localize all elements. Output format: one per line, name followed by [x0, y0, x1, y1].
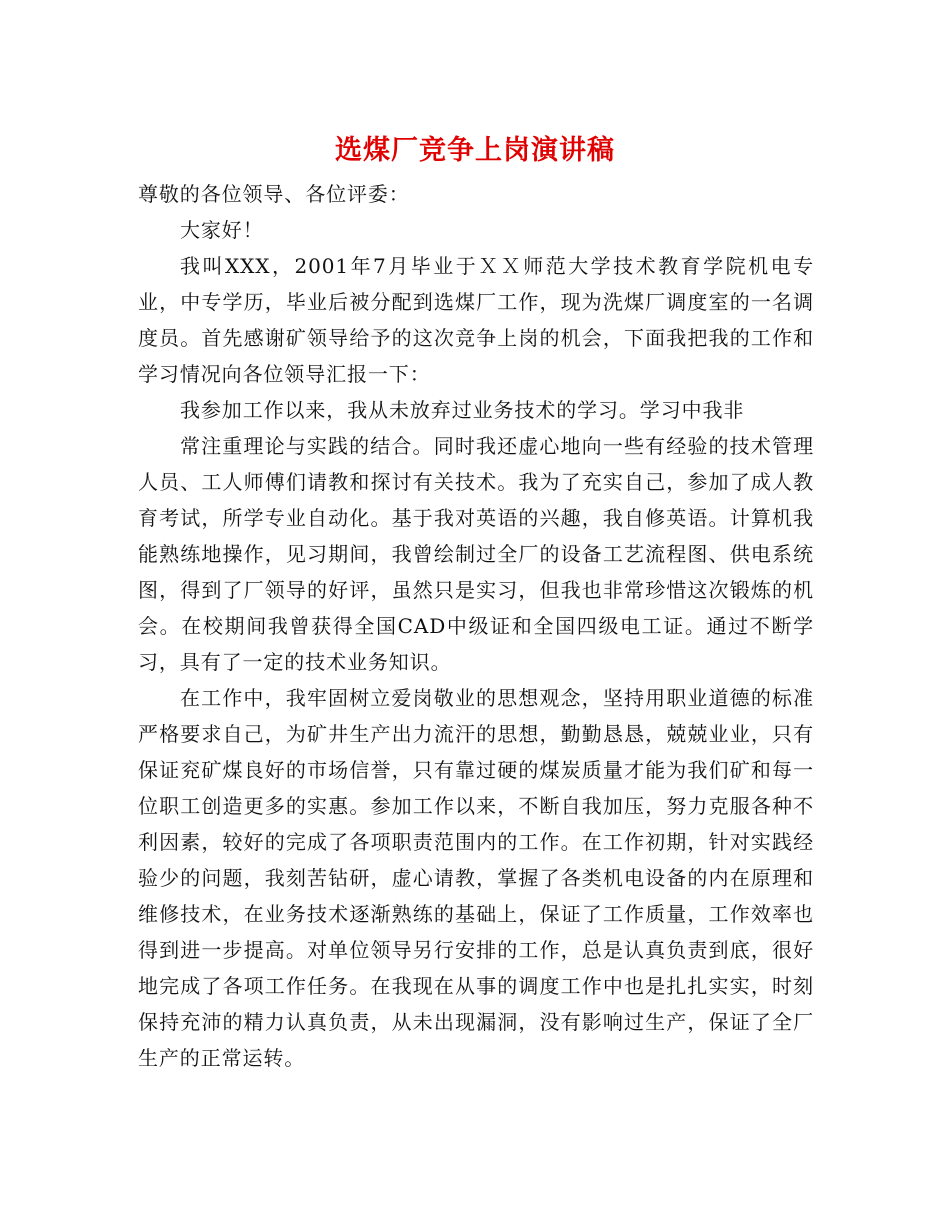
- paragraph-introduction: 我叫XXX，2001年7月毕业于ＸＸ师范大学技术教育学院机电专业，中专学历，毕业后被分配到选煤厂工作，现为洗煤厂调度室的一名调度员。首先感谢矿领导给予的这次竞争上岗的机会，下面我把我的工作和学习情况向各位领导汇报一下：: [138, 254, 814, 386]
- salutation: 尊敬的各位领导、各位评委：: [138, 182, 410, 206]
- document-body: [138, 176, 814, 1076]
- document-title: 选煤厂竞争上岗演讲稿: [335, 135, 615, 166]
- paragraph-study-continued: 常注重理论与实践的结合。同时我还虚心地向一些有经验的技术管理人员、工人师傅们请教和探讨有关技术。我为了充实自己，参加了成人教育考试，所学专业自动化。基于我对英语的兴趣，我自修英语。计算机我能熟练地操作，见习期间，我曾绘制过全厂的设备工艺流程图、供电系统图，得到了厂领导的好评，虽然只是实习，但我也非常珍惜这次锻炼的机会。在校期间我曾获得全国CAD中级证和全国四级电工证。通过不断学习，具有了一定的技术业务知识。: [138, 434, 814, 674]
- paragraph-work: 在工作中，我牢固树立爱岗敬业的思想观念，坚持用职业道德的标准严格要求自己，为矿井生产出力流汗的思想，勤勤恳恳，兢兢业业，只有保证兖矿煤良好的市场信誉，只有靠过硬的煤炭质量才能为我们矿和每一位职工创造更多的实惠。参加工作以来，不断自我加压，努力克服各种不利因素，较好的完成了各项职责范围内的工作。在工作初期，针对实践经验少的问题，我刻苦钻研，虚心请教，掌握了各类机电设备的内在原理和维修技术，在业务技术逐渐熟练的基础上，保证了工作质量，工作效率也得到进一步提高。对单位领导另行安排的工作，总是认真负责到底，很好地完成了各项工作任务。在我现在从事的调度工作中也是扎扎实实，时刻保持充沛的精力认真负责，从未出现漏洞，没有影响过生产，保证了全厂生产的正常运转。: [138, 686, 814, 1070]
- paragraph-study-start: 我参加工作以来，我从未放弃过业务技术的学习。学习中我非: [180, 398, 745, 422]
- paragraph-greeting: 大家好！: [180, 218, 264, 242]
